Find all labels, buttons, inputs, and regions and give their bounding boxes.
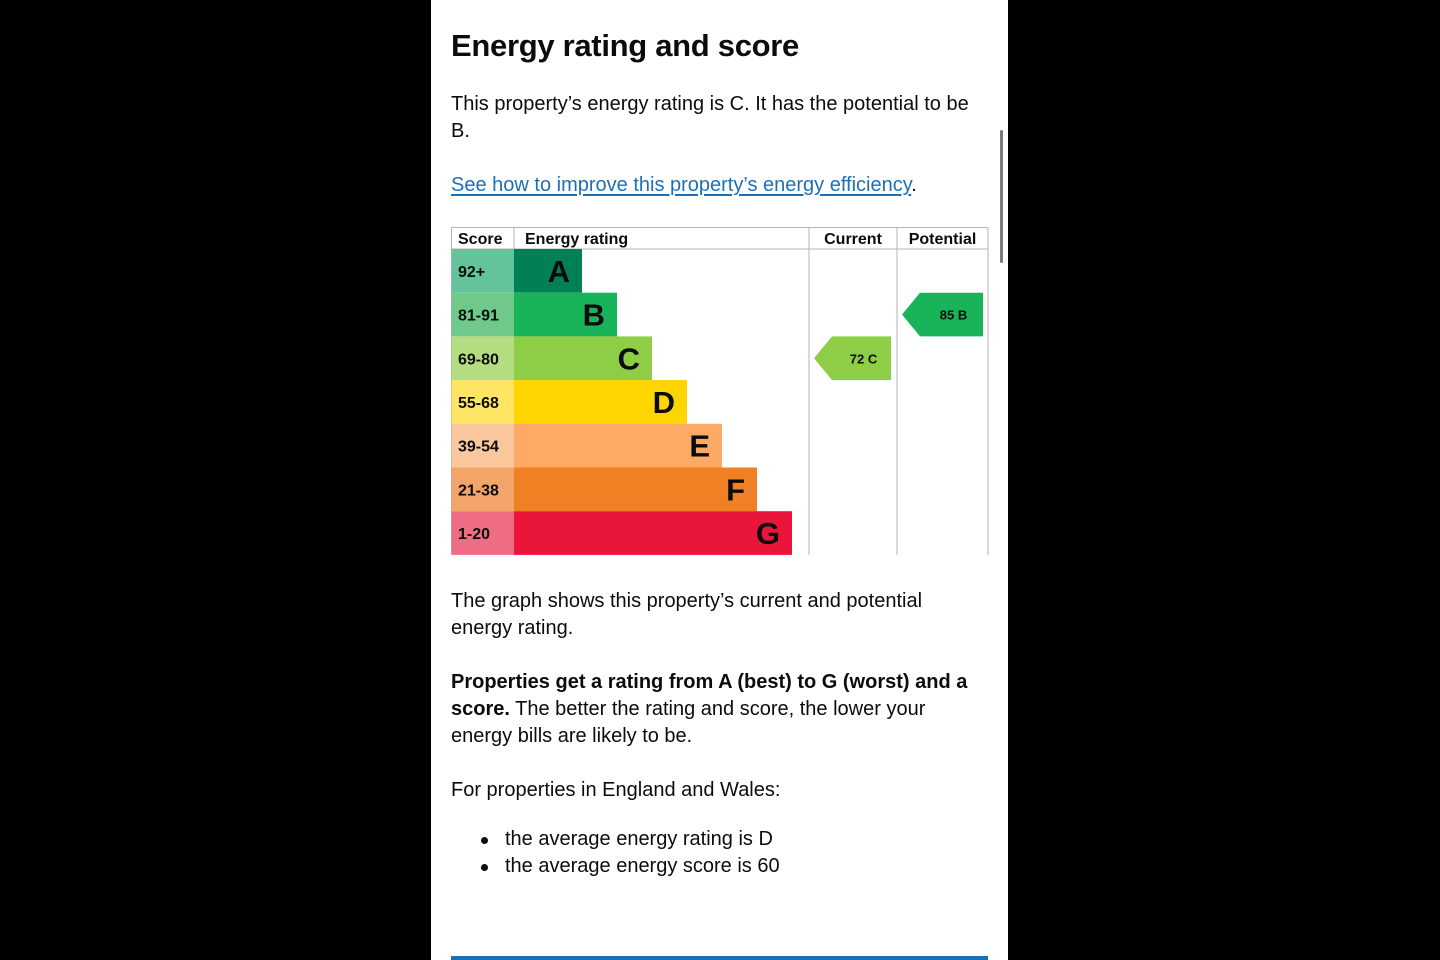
rating-summary: This property’s energy rating is C. It has the potential to be B. [451,93,969,142]
band-letter-c: C [617,341,640,377]
header-current: Current [824,231,882,248]
current-rating-arrow-label: 72 C [849,351,878,367]
energy-rating-chart [451,227,989,555]
score-label-e: 39-54 [458,438,499,456]
scrollbar[interactable] [1000,130,1003,263]
averages-list [451,826,780,880]
band-letter-g: G [755,516,780,552]
graph-description: The graph shows this property’s current and potential energy rating. [451,590,923,639]
rating-explanation [451,669,989,750]
average-rating-item: the average energy rating is D [505,826,780,853]
score-label-g: 1-20 [458,526,491,544]
band-bar-g [514,511,792,555]
score-label-b: 81-91 [458,307,499,325]
header-potential: Potential [908,231,977,248]
energy-rating-graph [451,227,989,555]
rating-explanation-rest: The better the rating and score, the lower your energy bills are likely to be. [451,698,926,747]
header-score: Score [458,231,503,248]
region-text: For properties in England and Wales: [451,779,781,801]
score-label-a: 92+ [458,263,486,281]
header-energy-rating: Energy rating [525,231,629,248]
band-letter-b: B [582,297,605,333]
band-letter-e: E [689,428,710,464]
band-letter-d: D [652,384,675,420]
improve-efficiency-link[interactable]: See how to improve this property’s energy efficiency [451,174,912,196]
page-title: Energy rating and score [451,28,799,63]
score-label-d: 55-68 [458,394,499,412]
band-letter-f: F [726,472,745,508]
average-score-item: the average energy score is 60 [505,853,780,880]
improve-suffix: . [911,174,917,196]
band-letter-a: A [547,253,570,289]
potential-rating-arrow-label: 85 B [939,307,968,323]
rating-explanation-bold: Properties get a rating from A (best) to G (worst) and a score. [451,671,968,720]
score-label-c: 69-80 [458,351,499,369]
band-bar-f [514,468,757,512]
improve-paragraph [451,172,989,199]
score-label-f: 21-38 [458,482,499,500]
page [431,0,1008,960]
section-divider [451,956,988,960]
